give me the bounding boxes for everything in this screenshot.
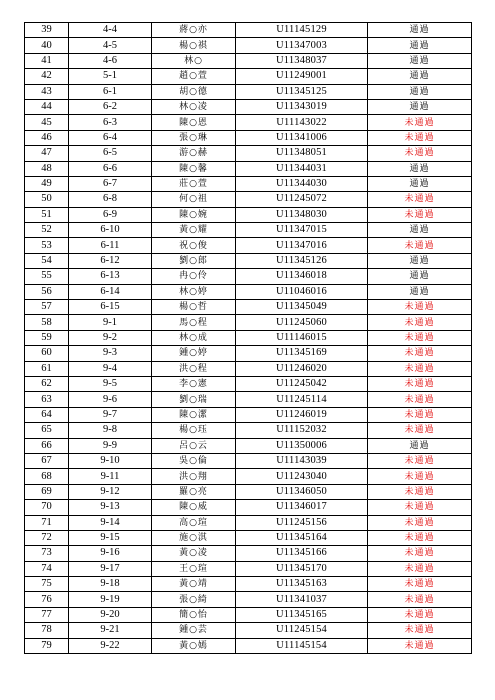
- student-id-cell: U11245156: [236, 515, 368, 530]
- result-cell: 未通過: [368, 423, 472, 438]
- class-cell: 6-6: [69, 161, 152, 176]
- student-name-cell: 李○憲: [152, 376, 236, 391]
- result-cell: 通過: [368, 38, 472, 53]
- result-cell: 未通過: [368, 330, 472, 345]
- student-id-cell: U11341037: [236, 592, 368, 607]
- student-name-cell: 黃○嫣: [152, 638, 236, 653]
- row-number-cell: 75: [25, 577, 69, 592]
- row-number-cell: 65: [25, 423, 69, 438]
- student-name-cell: 劉○瑞: [152, 392, 236, 407]
- row-number-cell: 70: [25, 500, 69, 515]
- table-row: [25, 53, 472, 68]
- result-cell: 未通過: [368, 300, 472, 315]
- result-cell: 未通過: [368, 469, 472, 484]
- class-cell: 9-21: [69, 623, 152, 638]
- student-name-cell: 施○淇: [152, 530, 236, 545]
- student-id-cell: U11345164: [236, 530, 368, 545]
- student-id-cell: U11345126: [236, 253, 368, 268]
- table-row: [25, 607, 472, 622]
- class-cell: 6-4: [69, 130, 152, 145]
- row-number-cell: 60: [25, 346, 69, 361]
- table-row: [25, 546, 472, 561]
- student-id-cell: U11245072: [236, 192, 368, 207]
- student-id-cell: U11348051: [236, 146, 368, 161]
- class-cell: 6-2: [69, 99, 152, 114]
- result-cell: 未通過: [368, 146, 472, 161]
- table-row: [25, 453, 472, 468]
- table-row: [25, 315, 472, 330]
- row-number-cell: 41: [25, 53, 69, 68]
- table-row: [25, 300, 472, 315]
- student-name-cell: 楊○祺: [152, 38, 236, 53]
- result-cell: 未通過: [368, 315, 472, 330]
- student-name-cell: 趙○萱: [152, 69, 236, 84]
- student-id-cell: U11145154: [236, 638, 368, 653]
- student-name-cell: 陳○潔: [152, 407, 236, 422]
- student-name-cell: 胡○德: [152, 84, 236, 99]
- student-id-cell: U11249001: [236, 69, 368, 84]
- student-name-cell: 何○祖: [152, 192, 236, 207]
- student-id-cell: U11344030: [236, 176, 368, 191]
- student-name-cell: 高○瑄: [152, 515, 236, 530]
- student-id-cell: U11246020: [236, 361, 368, 376]
- table-row: [25, 346, 472, 361]
- class-cell: 4-5: [69, 38, 152, 53]
- student-id-cell: U11152032: [236, 423, 368, 438]
- table-row: [25, 192, 472, 207]
- student-name-cell: 黃○耀: [152, 223, 236, 238]
- table-row: [25, 330, 472, 345]
- table-row: [25, 500, 472, 515]
- result-cell: 未通過: [368, 361, 472, 376]
- table-row: [25, 376, 472, 391]
- table-row: [25, 115, 472, 130]
- student-name-cell: 馬○程: [152, 315, 236, 330]
- student-id-cell: U11346050: [236, 484, 368, 499]
- student-name-cell: 蔣○亦: [152, 23, 236, 38]
- result-cell: 通過: [368, 53, 472, 68]
- class-cell: 9-6: [69, 392, 152, 407]
- student-name-cell: 陳○威: [152, 500, 236, 515]
- class-cell: 9-22: [69, 638, 152, 653]
- table-row: [25, 253, 472, 268]
- student-name-cell: 祝○俊: [152, 238, 236, 253]
- student-name-cell: 黃○凌: [152, 546, 236, 561]
- row-number-cell: 51: [25, 207, 69, 222]
- row-number-cell: 66: [25, 438, 69, 453]
- row-number-cell: 53: [25, 238, 69, 253]
- student-name-cell: 洪○翔: [152, 469, 236, 484]
- row-number-cell: 77: [25, 607, 69, 622]
- student-id-cell: U11245154: [236, 623, 368, 638]
- student-name-cell: 張○琳: [152, 130, 236, 145]
- class-cell: 9-18: [69, 577, 152, 592]
- table-row: [25, 592, 472, 607]
- row-number-cell: 50: [25, 192, 69, 207]
- class-cell: 6-14: [69, 284, 152, 299]
- row-number-cell: 52: [25, 223, 69, 238]
- table-row: [25, 207, 472, 222]
- table-row: [25, 484, 472, 499]
- student-id-cell: U11345049: [236, 300, 368, 315]
- row-number-cell: 67: [25, 453, 69, 468]
- class-cell: 9-10: [69, 453, 152, 468]
- student-name-cell: 林○凌: [152, 99, 236, 114]
- result-cell: 通過: [368, 438, 472, 453]
- student-id-cell: U11347015: [236, 223, 368, 238]
- class-cell: 9-14: [69, 515, 152, 530]
- student-id-cell: U11348030: [236, 207, 368, 222]
- class-cell: 9-5: [69, 376, 152, 391]
- class-cell: 9-1: [69, 315, 152, 330]
- class-cell: 9-16: [69, 546, 152, 561]
- row-number-cell: 72: [25, 530, 69, 545]
- student-name-cell: 張○綺: [152, 592, 236, 607]
- student-name-cell: 游○赫: [152, 146, 236, 161]
- class-cell: 9-7: [69, 407, 152, 422]
- student-name-cell: 簡○怡: [152, 607, 236, 622]
- student-id-cell: U11146015: [236, 330, 368, 345]
- table-row: [25, 469, 472, 484]
- table-row: [25, 223, 472, 238]
- row-number-cell: 46: [25, 130, 69, 145]
- row-number-cell: 73: [25, 546, 69, 561]
- class-cell: 9-12: [69, 484, 152, 499]
- student-name-cell: 楊○哲: [152, 300, 236, 315]
- class-cell: 9-19: [69, 592, 152, 607]
- row-number-cell: 45: [25, 115, 69, 130]
- student-name-cell: 劉○郎: [152, 253, 236, 268]
- student-id-cell: U11345125: [236, 84, 368, 99]
- student-id-cell: U11344031: [236, 161, 368, 176]
- table-row: [25, 423, 472, 438]
- class-cell: 9-17: [69, 561, 152, 576]
- student-id-cell: U11343019: [236, 99, 368, 114]
- result-cell: 通過: [368, 99, 472, 114]
- student-id-cell: U11145129: [236, 23, 368, 38]
- class-cell: 6-12: [69, 253, 152, 268]
- result-cell: 未通過: [368, 546, 472, 561]
- student-id-cell: U11345165: [236, 607, 368, 622]
- table-row: [25, 577, 472, 592]
- class-cell: 9-2: [69, 330, 152, 345]
- result-cell: 通過: [368, 253, 472, 268]
- class-cell: 6-9: [69, 207, 152, 222]
- result-cell: 未通過: [368, 530, 472, 545]
- class-cell: 9-15: [69, 530, 152, 545]
- row-number-cell: 79: [25, 638, 69, 653]
- table-row: [25, 284, 472, 299]
- class-cell: 6-8: [69, 192, 152, 207]
- table-row: [25, 38, 472, 53]
- table-row: [25, 161, 472, 176]
- class-cell: 9-20: [69, 607, 152, 622]
- table-row: [25, 361, 472, 376]
- result-cell: 未通過: [368, 207, 472, 222]
- result-cell: 未通過: [368, 561, 472, 576]
- result-cell: 未通過: [368, 577, 472, 592]
- result-cell: 未通過: [368, 346, 472, 361]
- student-id-cell: U11350006: [236, 438, 368, 453]
- row-number-cell: 39: [25, 23, 69, 38]
- student-id-cell: U11346017: [236, 500, 368, 515]
- row-number-cell: 58: [25, 315, 69, 330]
- row-number-cell: 68: [25, 469, 69, 484]
- result-cell: 通過: [368, 269, 472, 284]
- row-number-cell: 78: [25, 623, 69, 638]
- student-name-cell: 鍾○婷: [152, 346, 236, 361]
- row-number-cell: 63: [25, 392, 69, 407]
- student-id-cell: U11246019: [236, 407, 368, 422]
- result-cell: 通過: [368, 69, 472, 84]
- class-cell: 6-3: [69, 115, 152, 130]
- row-number-cell: 71: [25, 515, 69, 530]
- row-number-cell: 59: [25, 330, 69, 345]
- class-cell: 4-6: [69, 53, 152, 68]
- student-id-cell: U11046016: [236, 284, 368, 299]
- result-cell: 未通過: [368, 453, 472, 468]
- student-id-cell: U11243040: [236, 469, 368, 484]
- row-number-cell: 49: [25, 176, 69, 191]
- result-cell: 未通過: [368, 607, 472, 622]
- result-cell: 通過: [368, 84, 472, 99]
- row-number-cell: 54: [25, 253, 69, 268]
- class-cell: 6-10: [69, 223, 152, 238]
- row-number-cell: 57: [25, 300, 69, 315]
- row-number-cell: 40: [25, 38, 69, 53]
- row-number-cell: 44: [25, 99, 69, 114]
- table-row: [25, 638, 472, 653]
- student-name-cell: 莊○萱: [152, 176, 236, 191]
- class-cell: 6-1: [69, 84, 152, 99]
- student-id-cell: U11143039: [236, 453, 368, 468]
- class-cell: 6-15: [69, 300, 152, 315]
- table-row: [25, 99, 472, 114]
- result-cell: 未通過: [368, 407, 472, 422]
- student-name-cell: 王○瑄: [152, 561, 236, 576]
- result-cell: 通過: [368, 23, 472, 38]
- result-cell: 未通過: [368, 515, 472, 530]
- student-id-cell: U11341006: [236, 130, 368, 145]
- class-cell: 9-4: [69, 361, 152, 376]
- table-row: [25, 238, 472, 253]
- class-cell: 9-8: [69, 423, 152, 438]
- class-cell: 5-1: [69, 69, 152, 84]
- row-number-cell: 42: [25, 69, 69, 84]
- table-row: [25, 84, 472, 99]
- student-name-cell: 冉○伶: [152, 269, 236, 284]
- student-id-cell: U11245042: [236, 376, 368, 391]
- table-row: [25, 269, 472, 284]
- result-cell: 通過: [368, 284, 472, 299]
- row-number-cell: 64: [25, 407, 69, 422]
- student-name-cell: 洪○程: [152, 361, 236, 376]
- result-cell: 通過: [368, 176, 472, 191]
- table-row: [25, 130, 472, 145]
- student-name-cell: 楊○珏: [152, 423, 236, 438]
- class-cell: 9-11: [69, 469, 152, 484]
- table-row: [25, 69, 472, 84]
- result-cell: 未通過: [368, 484, 472, 499]
- row-number-cell: 56: [25, 284, 69, 299]
- row-number-cell: 48: [25, 161, 69, 176]
- row-number-cell: 43: [25, 84, 69, 99]
- student-id-cell: U11345170: [236, 561, 368, 576]
- student-name-cell: 林○成: [152, 330, 236, 345]
- class-cell: 9-13: [69, 500, 152, 515]
- table-row: [25, 515, 472, 530]
- result-cell: 未通過: [368, 238, 472, 253]
- class-cell: 9-3: [69, 346, 152, 361]
- student-id-cell: U11345163: [236, 577, 368, 592]
- student-id-cell: U11143022: [236, 115, 368, 130]
- table-row: [25, 23, 472, 38]
- table-row: [25, 407, 472, 422]
- student-id-cell: U11348037: [236, 53, 368, 68]
- student-id-cell: U11347003: [236, 38, 368, 53]
- table-row: [25, 392, 472, 407]
- result-cell: 未通過: [368, 638, 472, 653]
- result-cell: 通過: [368, 223, 472, 238]
- class-cell: 6-11: [69, 238, 152, 253]
- row-number-cell: 62: [25, 376, 69, 391]
- student-name-cell: 黃○靖: [152, 577, 236, 592]
- class-cell: 9-9: [69, 438, 152, 453]
- results-table-body: [25, 23, 472, 654]
- result-cell: 未通過: [368, 192, 472, 207]
- student-id-cell: U11245060: [236, 315, 368, 330]
- student-name-cell: 鍾○芸: [152, 623, 236, 638]
- row-number-cell: 47: [25, 146, 69, 161]
- result-cell: 未通過: [368, 392, 472, 407]
- table-row: [25, 530, 472, 545]
- table-row: [25, 176, 472, 191]
- result-cell: 未通過: [368, 115, 472, 130]
- table-row: [25, 561, 472, 576]
- row-number-cell: 76: [25, 592, 69, 607]
- student-id-cell: U11345166: [236, 546, 368, 561]
- student-name-cell: 陳○婉: [152, 207, 236, 222]
- result-cell: 未通過: [368, 130, 472, 145]
- table-row: [25, 146, 472, 161]
- student-id-cell: U11346018: [236, 269, 368, 284]
- row-number-cell: 61: [25, 361, 69, 376]
- results-table: [24, 22, 472, 654]
- student-name-cell: 吳○倫: [152, 453, 236, 468]
- class-cell: 6-13: [69, 269, 152, 284]
- table-row: [25, 623, 472, 638]
- result-cell: 未通過: [368, 623, 472, 638]
- student-name-cell: 林○: [152, 53, 236, 68]
- row-number-cell: 69: [25, 484, 69, 499]
- result-cell: 通過: [368, 161, 472, 176]
- student-name-cell: 林○婷: [152, 284, 236, 299]
- class-cell: 6-7: [69, 176, 152, 191]
- row-number-cell: 74: [25, 561, 69, 576]
- student-name-cell: 呂○云: [152, 438, 236, 453]
- result-cell: 未通過: [368, 500, 472, 515]
- class-cell: 4-4: [69, 23, 152, 38]
- student-name-cell: 羅○亮: [152, 484, 236, 499]
- row-number-cell: 55: [25, 269, 69, 284]
- student-id-cell: U11345169: [236, 346, 368, 361]
- student-name-cell: 陳○馨: [152, 161, 236, 176]
- class-cell: 6-5: [69, 146, 152, 161]
- result-cell: 未通過: [368, 376, 472, 391]
- student-id-cell: U11245114: [236, 392, 368, 407]
- result-cell: 未通過: [368, 592, 472, 607]
- student-name-cell: 陳○恩: [152, 115, 236, 130]
- table-row: [25, 438, 472, 453]
- student-id-cell: U11347016: [236, 238, 368, 253]
